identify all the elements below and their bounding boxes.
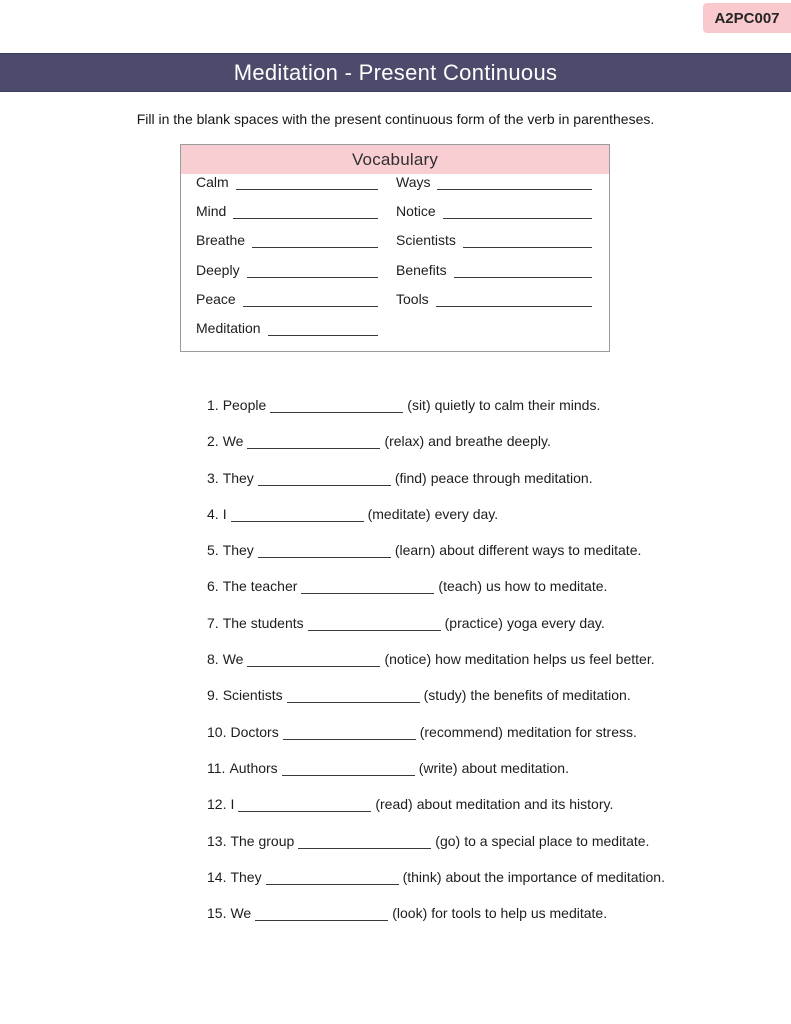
sentence-number: 5. [207, 542, 219, 559]
answer-blank-line [258, 557, 391, 558]
sentence-item [207, 687, 665, 723]
vocab-item [196, 291, 378, 320]
sentence-rest: about meditation and its history. [416, 796, 614, 813]
sentence-item [207, 760, 665, 796]
vocab-word: Benefits [396, 261, 447, 278]
answer-blank-line [266, 884, 399, 885]
answer-blank-line [282, 775, 415, 776]
title-bar [0, 53, 791, 92]
sentence-rest: yoga every day. [506, 614, 605, 631]
sentence-item [207, 433, 665, 469]
vocab-word: Calm [196, 174, 229, 190]
sentence-verb: (learn) [394, 542, 436, 559]
answer-blank-line [255, 920, 388, 921]
vocab-item [396, 203, 592, 232]
vocab-item [196, 174, 378, 203]
sentence-verb: (meditate) [367, 505, 431, 522]
sentence-subject: Doctors [230, 723, 279, 740]
sentence-number: 8. [207, 651, 219, 668]
sentences-list [207, 397, 665, 941]
sentence-subject: The teacher [222, 578, 298, 595]
sentence-subject: We [230, 905, 252, 922]
vocabulary-heading: Vocabulary [181, 145, 609, 174]
sentence-item [207, 578, 665, 614]
vocab-item [396, 291, 592, 320]
sentence-number: 13. [207, 832, 227, 849]
vocab-word: Mind [196, 203, 227, 220]
sentence-verb: (find) [394, 469, 427, 486]
answer-blank-line [298, 848, 431, 849]
sentence-rest: for tools to help us meditate. [431, 905, 608, 922]
sentence-item [207, 796, 665, 832]
sentence-subject: They [230, 868, 262, 885]
sentence-subject: They [222, 469, 254, 486]
vocab-item [196, 232, 378, 261]
worksheet-code-badge: A2PC007 [703, 3, 791, 33]
sentence-item [207, 651, 665, 687]
vocab-blank-line [236, 189, 378, 190]
sentence-rest: how meditation helps us feel better. [435, 651, 655, 668]
sentence-rest: about different ways to meditate. [439, 542, 642, 559]
sentence-rest: peace through meditation. [430, 469, 593, 486]
vocab-blank-line [247, 277, 378, 278]
sentence-number: 12. [207, 796, 227, 813]
sentence-rest: the benefits of meditation. [470, 687, 631, 704]
vocab-word: Notice [396, 203, 436, 220]
sentence-verb: (practice) [444, 614, 503, 631]
sentence-subject: People [222, 397, 267, 413]
vocab-blank-line [252, 247, 378, 248]
answer-blank-line [247, 666, 380, 667]
answer-blank-line [287, 702, 420, 703]
vocabulary-box [180, 144, 610, 352]
answer-blank-line [258, 485, 391, 486]
sentence-number: 6. [207, 578, 219, 595]
vocab-word: Breathe [196, 232, 246, 249]
sentence-subject: The group [230, 832, 295, 849]
sentence-number: 9. [207, 687, 219, 704]
instruction-text: Fill in the blank spaces with the present continuous form of the verb in parentheses. [136, 111, 655, 127]
vocab-item [196, 320, 378, 349]
sentence-subject: I [230, 796, 235, 813]
answer-blank-line [283, 739, 416, 740]
sentence-verb: (read) [375, 796, 413, 813]
sentence-rest: quietly to calm their minds. [434, 397, 601, 413]
vocab-blank-line [437, 189, 592, 190]
sentence-verb: (study) [423, 687, 467, 704]
sentence-item [207, 470, 665, 506]
sentence-subject: The students [222, 614, 304, 631]
sentence-number: 3. [207, 469, 219, 486]
vocab-blank-line [454, 277, 592, 278]
sentence-verb: (go) [435, 832, 461, 849]
sentence-subject: I [222, 505, 227, 522]
sentence-rest: every day. [434, 505, 499, 522]
sentence-verb: (notice) [384, 651, 432, 668]
sentence-subject: Authors [229, 759, 278, 776]
vocab-word: Scientists [396, 232, 456, 249]
sentence-subject: We [222, 433, 244, 450]
answer-blank-line [270, 412, 403, 413]
page-title: Meditation - Present Continuous [233, 59, 558, 85]
vocabulary-column-left [196, 174, 378, 349]
sentence-subject: We [222, 651, 244, 668]
sentence-rest: to a special place to meditate. [464, 832, 650, 849]
vocab-blank-line [268, 335, 378, 336]
sentence-rest: us how to meditate. [485, 578, 608, 595]
vocab-word: Tools [396, 290, 429, 307]
sentence-number: 2. [207, 433, 219, 450]
answer-blank-line [247, 448, 380, 449]
vocab-word: Meditation [196, 319, 261, 336]
sentence-item [207, 905, 665, 941]
answer-blank-line [238, 811, 371, 812]
sentence-number: 14. [207, 868, 227, 885]
sentence-verb: (teach) [438, 578, 482, 595]
sentence-verb: (recommend) [419, 723, 503, 740]
sentence-item [207, 397, 665, 433]
sentence-number: 1. [207, 397, 219, 413]
sentence-number: 7. [207, 614, 219, 631]
sentence-rest: and breathe deeply. [428, 433, 551, 450]
vocab-blank-line [436, 306, 592, 307]
sentence-rest: about meditation. [461, 759, 569, 776]
vocab-item [196, 203, 378, 232]
sentence-subject: Scientists [222, 687, 283, 704]
sentence-item [207, 506, 665, 542]
vocab-blank-line [233, 218, 378, 219]
sentence-verb: (sit) [407, 397, 431, 413]
vocab-item [396, 262, 592, 291]
sentence-number: 10. [207, 723, 227, 740]
sentence-item [207, 869, 665, 905]
vocab-blank-line [443, 218, 592, 219]
sentence-item [207, 542, 665, 578]
sentence-number: 4. [207, 505, 219, 522]
sentence-verb: (look) [392, 905, 428, 922]
answer-blank-line [231, 521, 364, 522]
answer-blank-line [301, 593, 434, 594]
sentence-number: 15. [207, 905, 227, 922]
vocab-word: Peace [196, 290, 236, 307]
vocab-word: Deeply [196, 261, 240, 278]
vocabulary-column-right [396, 174, 592, 320]
sentence-number: 11. [207, 759, 226, 776]
sentence-subject: They [222, 542, 254, 559]
sentence-verb: (write) [418, 759, 458, 776]
vocab-item [396, 232, 592, 261]
sentence-rest: about the importance of meditation. [445, 868, 665, 885]
sentence-item [207, 833, 665, 869]
sentence-item [207, 724, 665, 760]
sentence-verb: (think) [402, 868, 442, 885]
sentence-item [207, 615, 665, 651]
sentence-rest: meditation for stress. [506, 723, 637, 740]
vocab-blank-line [243, 306, 378, 307]
vocab-item [196, 262, 378, 291]
vocab-item [396, 174, 592, 203]
answer-blank-line [308, 630, 441, 631]
vocab-blank-line [463, 247, 592, 248]
vocab-word: Ways [396, 174, 431, 190]
sentence-verb: (relax) [384, 433, 425, 450]
